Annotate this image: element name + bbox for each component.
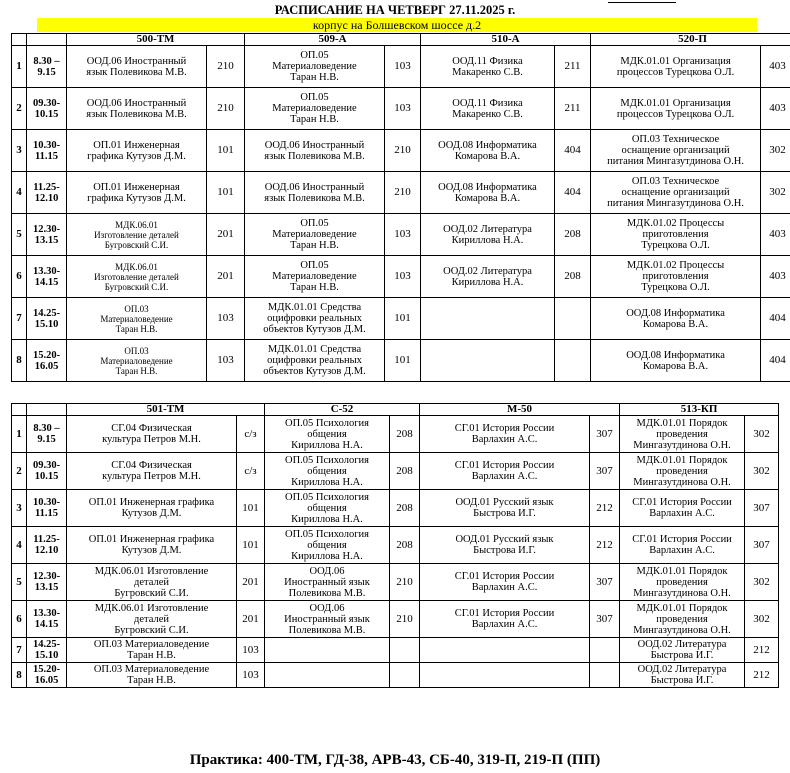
group-header-row (12, 34, 790, 46)
room-cell: 210 (385, 172, 421, 214)
room-cell (590, 638, 620, 663)
subject-cell: МДК.06.01 Изготовление деталей Бугровский С.И. (67, 601, 237, 638)
room-cell: 201 (207, 256, 245, 298)
subject-cell: МДК.01.01 Средства оцифровки реальных объектов Кутузов Д.М. (245, 298, 385, 340)
subject-cell: ОП.05 Психология общения Кириллова Н.А. (265, 453, 390, 490)
group-header: 510-А (421, 34, 591, 46)
room-cell (590, 663, 620, 688)
subject-cell: ОП.01 Инженерная графика Кутузов Д.М. (67, 172, 207, 214)
lesson-number: 5 (12, 564, 27, 601)
room-cell: 302 (745, 564, 779, 601)
room-cell: 302 (745, 601, 779, 638)
lesson-number: 2 (12, 453, 27, 490)
subject-cell (421, 298, 555, 340)
room-cell: 307 (590, 564, 620, 601)
room-cell: 307 (590, 453, 620, 490)
room-cell: 212 (590, 527, 620, 564)
subject-cell: ООД.06 Иностранный язык Полевикова М.В. (245, 130, 385, 172)
room-cell: с/з (237, 453, 265, 490)
room-cell: 307 (745, 490, 779, 527)
room-cell (390, 663, 420, 688)
subject-cell: СГ.01 История России Варлахин А.С. (620, 527, 745, 564)
room-cell: 403 (761, 256, 790, 298)
room-cell: 101 (207, 130, 245, 172)
subject-cell: ООД.08 Информатика Комарова В.А. (421, 130, 555, 172)
lesson-row (12, 416, 779, 453)
subject-cell (420, 638, 590, 663)
lesson-row (12, 490, 779, 527)
subject-cell: СГ.04 Физическая культура Петров М.Н. (67, 453, 237, 490)
room-cell: 103 (385, 214, 421, 256)
room-cell: 212 (745, 638, 779, 663)
subject-cell: ОП.03 Техническое оснащение организаций питания Мингазутдинова О.Н. (591, 130, 761, 172)
building-subtitle: корпус на Болшевском шоссе д.2 (37, 18, 757, 32)
lesson-number: 1 (12, 46, 27, 88)
subject-cell: МДК.01.01 Порядок проведения Мингазутдинова О.Н. (620, 416, 745, 453)
room-cell: 208 (555, 256, 591, 298)
subject-cell: СГ.01 История России Варлахин А.С. (420, 453, 590, 490)
page-title: РАСПИСАНИЕ НА ЧЕТВЕРГ 27.11.2025 г. (274, 3, 516, 17)
room-cell: 212 (590, 490, 620, 527)
subject-cell: ОП.01 Инженерная графика Кутузов Д.М. (67, 490, 237, 527)
lesson-row (12, 298, 790, 340)
room-cell: 403 (761, 88, 790, 130)
subject-cell: ООД.06 Иностранный язык Полевикова М.В. (265, 564, 390, 601)
practice-note: Практика: 400-ТМ, ГД-38, АРВ-43, СБ-40, 319-П, 219-П (ПП) (189, 752, 601, 768)
subject-cell (421, 340, 555, 382)
room-cell: 201 (207, 214, 245, 256)
schedule-table-1 (11, 33, 790, 382)
subject-cell: ОП.05 Материаловедение Таран Н.В. (245, 214, 385, 256)
lesson-row (12, 663, 779, 688)
room-cell: 208 (390, 490, 420, 527)
subject-cell: МДК.01.02 Процессы приготовления Турецкова О.Л. (591, 214, 761, 256)
room-cell: 302 (761, 172, 790, 214)
subject-cell: ОП.05 Материаловедение Таран Н.В. (245, 256, 385, 298)
subject-cell: ОП.05 Материаловедение Таран Н.В. (245, 46, 385, 88)
group-header: 520-П (591, 34, 790, 46)
room-cell: 307 (590, 416, 620, 453)
room-cell (390, 638, 420, 663)
subject-cell: ООД.08 Информатика Комарова В.А. (591, 298, 761, 340)
schedule-table-2 (11, 403, 779, 688)
lesson-number: 3 (12, 490, 27, 527)
subject-cell: МДК.06.01 Изготовление деталей Бугровский С.И. (67, 564, 237, 601)
lesson-number: 1 (12, 416, 27, 453)
room-cell: 302 (745, 453, 779, 490)
lesson-row (12, 527, 779, 564)
lesson-time: 15.20- 16.05 (27, 340, 67, 382)
subject-cell: ООД.02 Литература Быстрова И.Г. (620, 638, 745, 663)
room-cell: 208 (390, 527, 420, 564)
lesson-time: 12.30- 13.15 (27, 214, 67, 256)
lesson-time: 10.30- 11.15 (27, 130, 67, 172)
subject-cell: ОП.03 Материаловедение Таран Н.В. (67, 340, 207, 382)
room-cell: 103 (207, 298, 245, 340)
lesson-number: 7 (12, 298, 27, 340)
lesson-row (12, 601, 779, 638)
lesson-number: 5 (12, 214, 27, 256)
room-cell: 103 (385, 46, 421, 88)
lesson-row (12, 638, 779, 663)
subject-cell: ООД.06 Иностранный язык Полевикова М.В. (245, 172, 385, 214)
room-cell: 103 (237, 638, 265, 663)
subject-cell: МДК.06.01 Изготовление деталей Бугровский С.И. (67, 214, 207, 256)
room-cell: 302 (761, 130, 790, 172)
room-cell: 404 (761, 340, 790, 382)
subject-cell: ОП.01 Инженерная графика Кутузов Д.М. (67, 527, 237, 564)
subject-cell: ООД.01 Русский язык Быстрова И.Г. (420, 490, 590, 527)
subject-cell: МДК.01.01 Порядок проведения Мингазутдинова О.Н. (620, 601, 745, 638)
lesson-number: 3 (12, 130, 27, 172)
room-cell: 404 (555, 130, 591, 172)
subject-cell: ООД.08 Информатика Комарова В.А. (421, 172, 555, 214)
signature-line (608, 2, 676, 3)
room-cell: 103 (385, 88, 421, 130)
subject-cell: СГ.01 История России Варлахин А.С. (420, 416, 590, 453)
room-cell: 208 (390, 416, 420, 453)
subject-cell: МДК.01.01 Средства оцифровки реальных объектов Кутузов Д.М. (245, 340, 385, 382)
lesson-time: 09.30- 10.15 (27, 88, 67, 130)
subject-cell: МДК.01.02 Процессы приготовления Турецкова О.Л. (591, 256, 761, 298)
room-cell: 201 (237, 601, 265, 638)
lesson-time: 15.20- 16.05 (27, 663, 67, 688)
room-cell (555, 298, 591, 340)
room-cell: 101 (385, 340, 421, 382)
room-cell: 211 (555, 46, 591, 88)
lesson-time: 13.30- 14.15 (27, 601, 67, 638)
subject-cell: ООД.06 Иностранный язык Полевикова М.В. (67, 88, 207, 130)
room-cell: 201 (237, 564, 265, 601)
room-cell: 403 (761, 46, 790, 88)
group-header: М-50 (420, 404, 620, 416)
lesson-row (12, 256, 790, 298)
lesson-time: 13.30- 14.15 (27, 256, 67, 298)
subject-cell: ООД.11 Физика Макаренко С.В. (421, 46, 555, 88)
lesson-time: 11.25- 12.10 (27, 172, 67, 214)
lesson-number: 4 (12, 172, 27, 214)
lesson-time: 8.30 – 9.15 (27, 416, 67, 453)
subject-cell: ООД.11 Физика Макаренко С.В. (421, 88, 555, 130)
lesson-row (12, 46, 790, 88)
lesson-time: 14.25- 15.10 (27, 638, 67, 663)
group-header: 501-ТМ (67, 404, 265, 416)
subject-cell: ООД.06 Иностранный язык Полевикова М.В. (265, 601, 390, 638)
group-header-row (12, 404, 779, 416)
lesson-time: 09.30- 10.15 (27, 453, 67, 490)
lesson-row (12, 340, 790, 382)
subject-cell: ОП.03 Материаловедение Таран Н.В. (67, 638, 237, 663)
room-cell: 210 (207, 46, 245, 88)
room-cell: с/з (237, 416, 265, 453)
lesson-time: 10.30- 11.15 (27, 490, 67, 527)
subject-cell (265, 638, 390, 663)
lesson-row (12, 172, 790, 214)
room-cell: 208 (390, 453, 420, 490)
group-header: С-52 (265, 404, 420, 416)
subject-cell: ООД.08 Информатика Комарова В.А. (591, 340, 761, 382)
subject-cell: ООД.06 Иностранный язык Полевикова М.В. (67, 46, 207, 88)
room-cell: 101 (237, 490, 265, 527)
lesson-row (12, 564, 779, 601)
subject-cell: ОП.03 Материаловедение Таран Н.В. (67, 298, 207, 340)
subject-cell (265, 663, 390, 688)
room-cell: 404 (555, 172, 591, 214)
lesson-number: 8 (12, 340, 27, 382)
lesson-time: 11.25- 12.10 (27, 527, 67, 564)
room-cell: 302 (745, 416, 779, 453)
subject-cell: МДК.01.01 Порядок проведения Мингазутдинова О.Н. (620, 453, 745, 490)
lesson-number: 4 (12, 527, 27, 564)
room-cell: 208 (555, 214, 591, 256)
room-cell: 403 (761, 214, 790, 256)
room-cell: 103 (237, 663, 265, 688)
room-cell: 103 (207, 340, 245, 382)
lesson-row (12, 453, 779, 490)
room-cell: 307 (745, 527, 779, 564)
room-cell: 212 (745, 663, 779, 688)
room-cell: 210 (385, 130, 421, 172)
subject-cell: ОП.03 Материаловедение Таран Н.В. (67, 663, 237, 688)
subject-cell: ОП.01 Инженерная графика Кутузов Д.М. (67, 130, 207, 172)
subject-cell: МДК.01.01 Организация процессов Турецкова О.Л. (591, 46, 761, 88)
room-cell: 103 (385, 256, 421, 298)
group-header: 513-КП (620, 404, 779, 416)
subject-cell: ОП.03 Техническое оснащение организаций питания Мингазутдинова О.Н. (591, 172, 761, 214)
room-cell (555, 340, 591, 382)
lesson-time: 12.30- 13.15 (27, 564, 67, 601)
subject-cell: СГ.04 Физическая культура Петров М.Н. (67, 416, 237, 453)
subject-cell (420, 663, 590, 688)
lesson-row (12, 214, 790, 256)
lesson-time: 14.25- 15.10 (27, 298, 67, 340)
group-header: 500-ТМ (67, 34, 245, 46)
subject-cell: ОП.05 Психология общения Кириллова Н.А. (265, 490, 390, 527)
room-cell: 101 (237, 527, 265, 564)
lesson-number: 6 (12, 256, 27, 298)
subject-cell: МДК.06.01 Изготовление деталей Бугровский С.И. (67, 256, 207, 298)
lesson-row (12, 130, 790, 172)
subject-cell: СГ.01 История России Варлахин А.С. (620, 490, 745, 527)
room-cell: 210 (207, 88, 245, 130)
room-cell: 101 (207, 172, 245, 214)
room-cell: 101 (385, 298, 421, 340)
subject-cell: СГ.01 История России Варлахин А.С. (420, 564, 590, 601)
lesson-number: 8 (12, 663, 27, 688)
subject-cell: МДК.01.01 Порядок проведения Мингазутдинова О.Н. (620, 564, 745, 601)
lesson-row (12, 88, 790, 130)
room-cell: 210 (390, 564, 420, 601)
subject-cell: ОП.05 Психология общения Кириллова Н.А. (265, 527, 390, 564)
subject-cell: СГ.01 История России Варлахин А.С. (420, 601, 590, 638)
subject-cell: ООД.01 Русский язык Быстрова И.Г. (420, 527, 590, 564)
subject-cell: ООД.02 Литература Кириллова Н.А. (421, 256, 555, 298)
subject-cell: ООД.02 Литература Быстрова И.Г. (620, 663, 745, 688)
group-header: 509-А (245, 34, 421, 46)
lesson-number: 7 (12, 638, 27, 663)
room-cell: 211 (555, 88, 591, 130)
subject-cell: МДК.01.01 Организация процессов Турецкова О.Л. (591, 88, 761, 130)
subject-cell: ОП.05 Психология общения Кириллова Н.А. (265, 416, 390, 453)
lesson-number: 6 (12, 601, 27, 638)
room-cell: 307 (590, 601, 620, 638)
lesson-time: 8.30 – 9.15 (27, 46, 67, 88)
room-cell: 404 (761, 298, 790, 340)
subject-cell: ОП.05 Материаловедение Таран Н.В. (245, 88, 385, 130)
subject-cell: ООД.02 Литература Кириллова Н.А. (421, 214, 555, 256)
lesson-number: 2 (12, 88, 27, 130)
room-cell: 210 (390, 601, 420, 638)
